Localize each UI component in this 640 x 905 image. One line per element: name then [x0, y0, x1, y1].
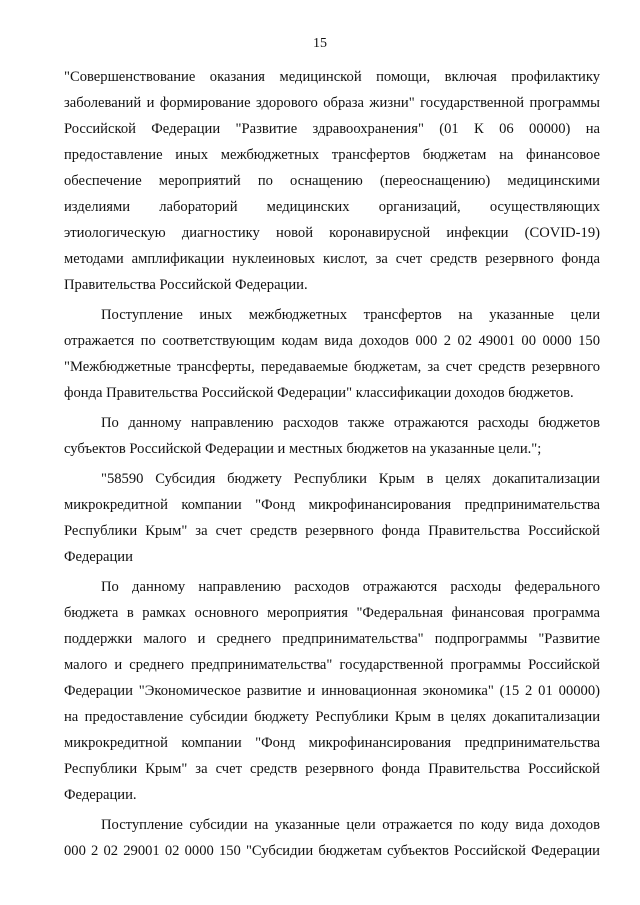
- text-line: Поступление субсидии на указанные цели отражается по коду вида доходов: [101, 817, 600, 833]
- text-line: обеспечение мероприятий по оснащению (переоснащению) медицинскими: [64, 173, 600, 189]
- text-line: заболеваний и формирование здорового образа жизни" государственной программы: [64, 95, 600, 111]
- text-line: этиологическую диагностику новой коронавирусной инфекции (COVID-19): [64, 225, 600, 241]
- paragraph: [64, 812, 600, 864]
- document-body: [64, 64, 600, 864]
- text-line: методами амплификации нуклеиновых кислот, за счет средств резервного фонда: [64, 251, 600, 267]
- text-line: Федерации: [64, 549, 133, 565]
- text-line: "Совершенствование оказания медицинской помощи, включая профилактику: [64, 69, 600, 85]
- text-line: предоставление иных межбюджетных трансфертов бюджетам на финансовое: [64, 147, 600, 163]
- text-line: По данному направлению расходов также отражаются расходы бюджетов: [101, 415, 600, 431]
- paragraph: [64, 466, 600, 570]
- text-line: По данному направлению расходов отражаются расходы федерального: [101, 579, 600, 595]
- text-line: субъектов Российской Федерации и местных бюджетов на указанные цели.";: [64, 441, 542, 457]
- text-line: фонда Правительства Российской Федерации" классификации доходов бюджетов.: [64, 385, 574, 401]
- text-line: Республики Крым" за счет средств резервного фонда Правительства Российской: [64, 523, 600, 539]
- page-number: 15: [313, 36, 327, 51]
- text-line: отражается по соответствующим кодам вида доходов 000 2 02 49001 00 0000 150: [64, 333, 600, 349]
- paragraph: [64, 302, 600, 406]
- text-line: Правительства Российской Федерации.: [64, 277, 308, 293]
- paragraph: [64, 64, 600, 298]
- text-line: Республики Крым" за счет средств резервного фонда Правительства Российской: [64, 761, 600, 777]
- text-line: Федерации "Экономическое развитие и инновационная экономика" (15 2 01 00000): [64, 683, 600, 699]
- text-line: Федерации.: [64, 787, 137, 803]
- text-line: на предоставление субсидии бюджету Республики Крым в целях докапитализации: [64, 709, 600, 725]
- text-line: Российской Федерации "Развитие здравоохранения" (01 К 06 00000) на: [64, 121, 600, 137]
- paragraph: [64, 574, 600, 808]
- text-line: "Межбюджетные трансферты, передаваемые бюджетам, за счет средств резервного: [64, 359, 600, 375]
- paragraph: [64, 410, 600, 462]
- text-line: малого и среднего предпринимательства" государственной программы Российской: [64, 657, 600, 673]
- text-line: Поступление иных межбюджетных трансфертов на указанные цели: [101, 307, 600, 323]
- text-line: "58590 Субсидия бюджету Республики Крым в целях докапитализации: [101, 471, 600, 487]
- text-line: бюджета в рамках основного мероприятия "Федеральная финансовая программа: [64, 605, 600, 621]
- text-line: поддержки малого и среднего предпринимательства" подпрограммы "Развитие: [64, 631, 600, 647]
- text-line: микрокредитной компании "Фонд микрофинансирования предпринимательства: [64, 497, 600, 513]
- text-line: 000 2 02 29001 02 0000 150 "Субсидии бюджетам субъектов Российской Федерации: [64, 843, 600, 859]
- text-line: микрокредитной компании "Фонд микрофинансирования предпринимательства: [64, 735, 600, 751]
- text-line: изделиями лабораторий медицинских организаций, осуществляющих: [64, 199, 600, 215]
